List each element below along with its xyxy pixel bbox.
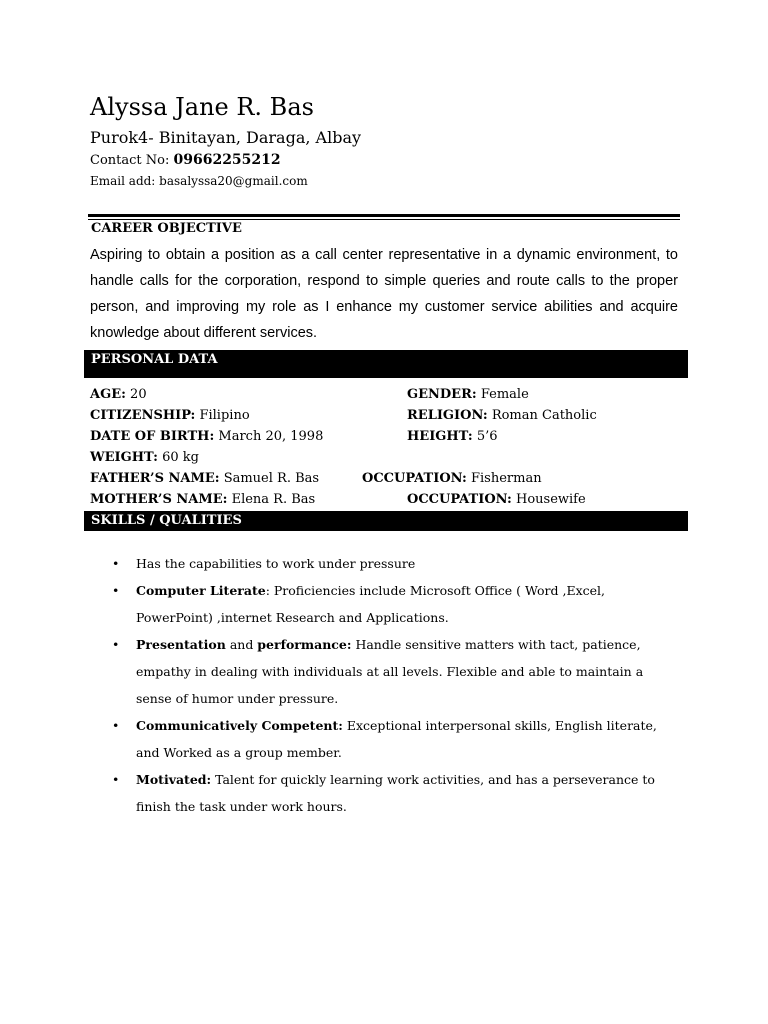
gender-value: Female — [480, 387, 529, 402]
height-label: HEIGHT: — [407, 429, 473, 444]
father-name-value: Samuel R. Bas — [223, 471, 320, 486]
weight-label: WEIGHT: — [90, 450, 158, 465]
dob-field — [90, 429, 323, 444]
bullet-icon: • — [112, 583, 120, 598]
father-occupation-field — [362, 471, 542, 486]
dob-value: March 20, 1998 — [218, 429, 324, 444]
weight-value: 60 kg — [162, 450, 199, 465]
skill-item — [112, 577, 672, 631]
contact-value: 09662255212 — [173, 152, 281, 168]
skills-list — [112, 550, 672, 820]
applicant-name: Alyssa Jane R. Bas — [90, 93, 314, 121]
skill-text: Exceptional interpersonal skills, English literate, and Worked as a group member. — [136, 718, 657, 760]
career-objective-text: Aspiring to obtain a position as a call center representative in a dynamic environment, to handle calls for the corporation, respond to simple queries and route calls to the proper person, and improving my role as I enhance my customer service abilities and acquire knowledge about different services. — [90, 247, 678, 341]
mother-name-label: MOTHER’S NAME: — [90, 492, 228, 507]
weight-field — [90, 450, 199, 465]
mother-name-value: Elena R. Bas — [231, 492, 316, 507]
mother-occupation-label: OCCUPATION: — [407, 492, 512, 507]
mother-name-field — [90, 492, 315, 507]
religion-field — [407, 408, 597, 423]
address: Purok4- Binitayan, Daraga, Albay — [90, 128, 362, 147]
skill-text: Has the capabilities to work under pressure — [136, 556, 416, 571]
skill-item — [112, 712, 672, 766]
father-name-label: FATHER’S NAME: — [90, 471, 220, 486]
dob-label: DATE OF BIRTH: — [90, 429, 215, 444]
bullet-icon: • — [112, 718, 120, 733]
divider-thick — [88, 214, 680, 217]
skill-heading: Presentation — [136, 637, 226, 652]
skill-conjunction: and — [225, 637, 258, 652]
contact-number — [90, 152, 281, 168]
age-value: 20 — [130, 387, 147, 402]
citizenship-field — [90, 408, 250, 423]
religion-value: Roman Catholic — [491, 408, 597, 423]
mother-occupation-field — [407, 492, 586, 507]
height-value: 5’6 — [476, 429, 498, 444]
skill-heading: Motivated: — [136, 772, 212, 787]
father-occupation-value: Fisherman — [471, 471, 542, 486]
gender-field — [407, 387, 529, 402]
age-field — [90, 387, 147, 402]
skill-text: Handle sensitive matters with tact, patience, empathy in dealing with individuals at all levels. Flexible and able to maintain a sense of humor under pressure. — [136, 637, 644, 706]
email — [90, 174, 308, 188]
bullet-icon: • — [112, 556, 120, 571]
citizenship-label: CITIZENSHIP: — [90, 408, 196, 423]
citizenship-value: Filipino — [199, 408, 250, 423]
skill-item — [112, 766, 672, 820]
career-objective-title: CAREER OBJECTIVE — [91, 221, 242, 236]
height-field — [407, 429, 498, 444]
gender-label: GENDER: — [407, 387, 477, 402]
contact-label: Contact No: — [90, 153, 170, 168]
skill-heading: Computer Literate — [136, 583, 266, 598]
mother-occupation-value: Housewife — [516, 492, 586, 507]
skill-heading: Communicatively Competent: — [136, 718, 343, 733]
email-label: Email add: — [90, 174, 156, 188]
skill-item — [112, 550, 672, 577]
bullet-icon: • — [112, 772, 120, 787]
father-occupation-label: OCCUPATION: — [362, 471, 467, 486]
religion-label: RELIGION: — [407, 408, 488, 423]
bullet-icon: • — [112, 637, 120, 652]
divider-thin — [88, 219, 680, 220]
skill-text: : Proficiencies include Microsoft Office ( Word ,Excel, PowerPoint) ,internet Research and Applications. — [136, 583, 606, 625]
personal-data-header: PERSONAL DATA — [84, 350, 688, 378]
age-label: AGE: — [90, 387, 126, 402]
skill-text: Talent for quickly learning work activities, and has a perseverance to finish the task under work hours. — [136, 772, 655, 814]
email-value: basalyssa20@gmail.com — [159, 174, 308, 188]
skills-header: SKILLS / QUALITIES — [84, 511, 688, 531]
skill-heading: performance: — [257, 637, 352, 652]
skill-item — [112, 631, 672, 712]
father-name-field — [90, 471, 319, 486]
